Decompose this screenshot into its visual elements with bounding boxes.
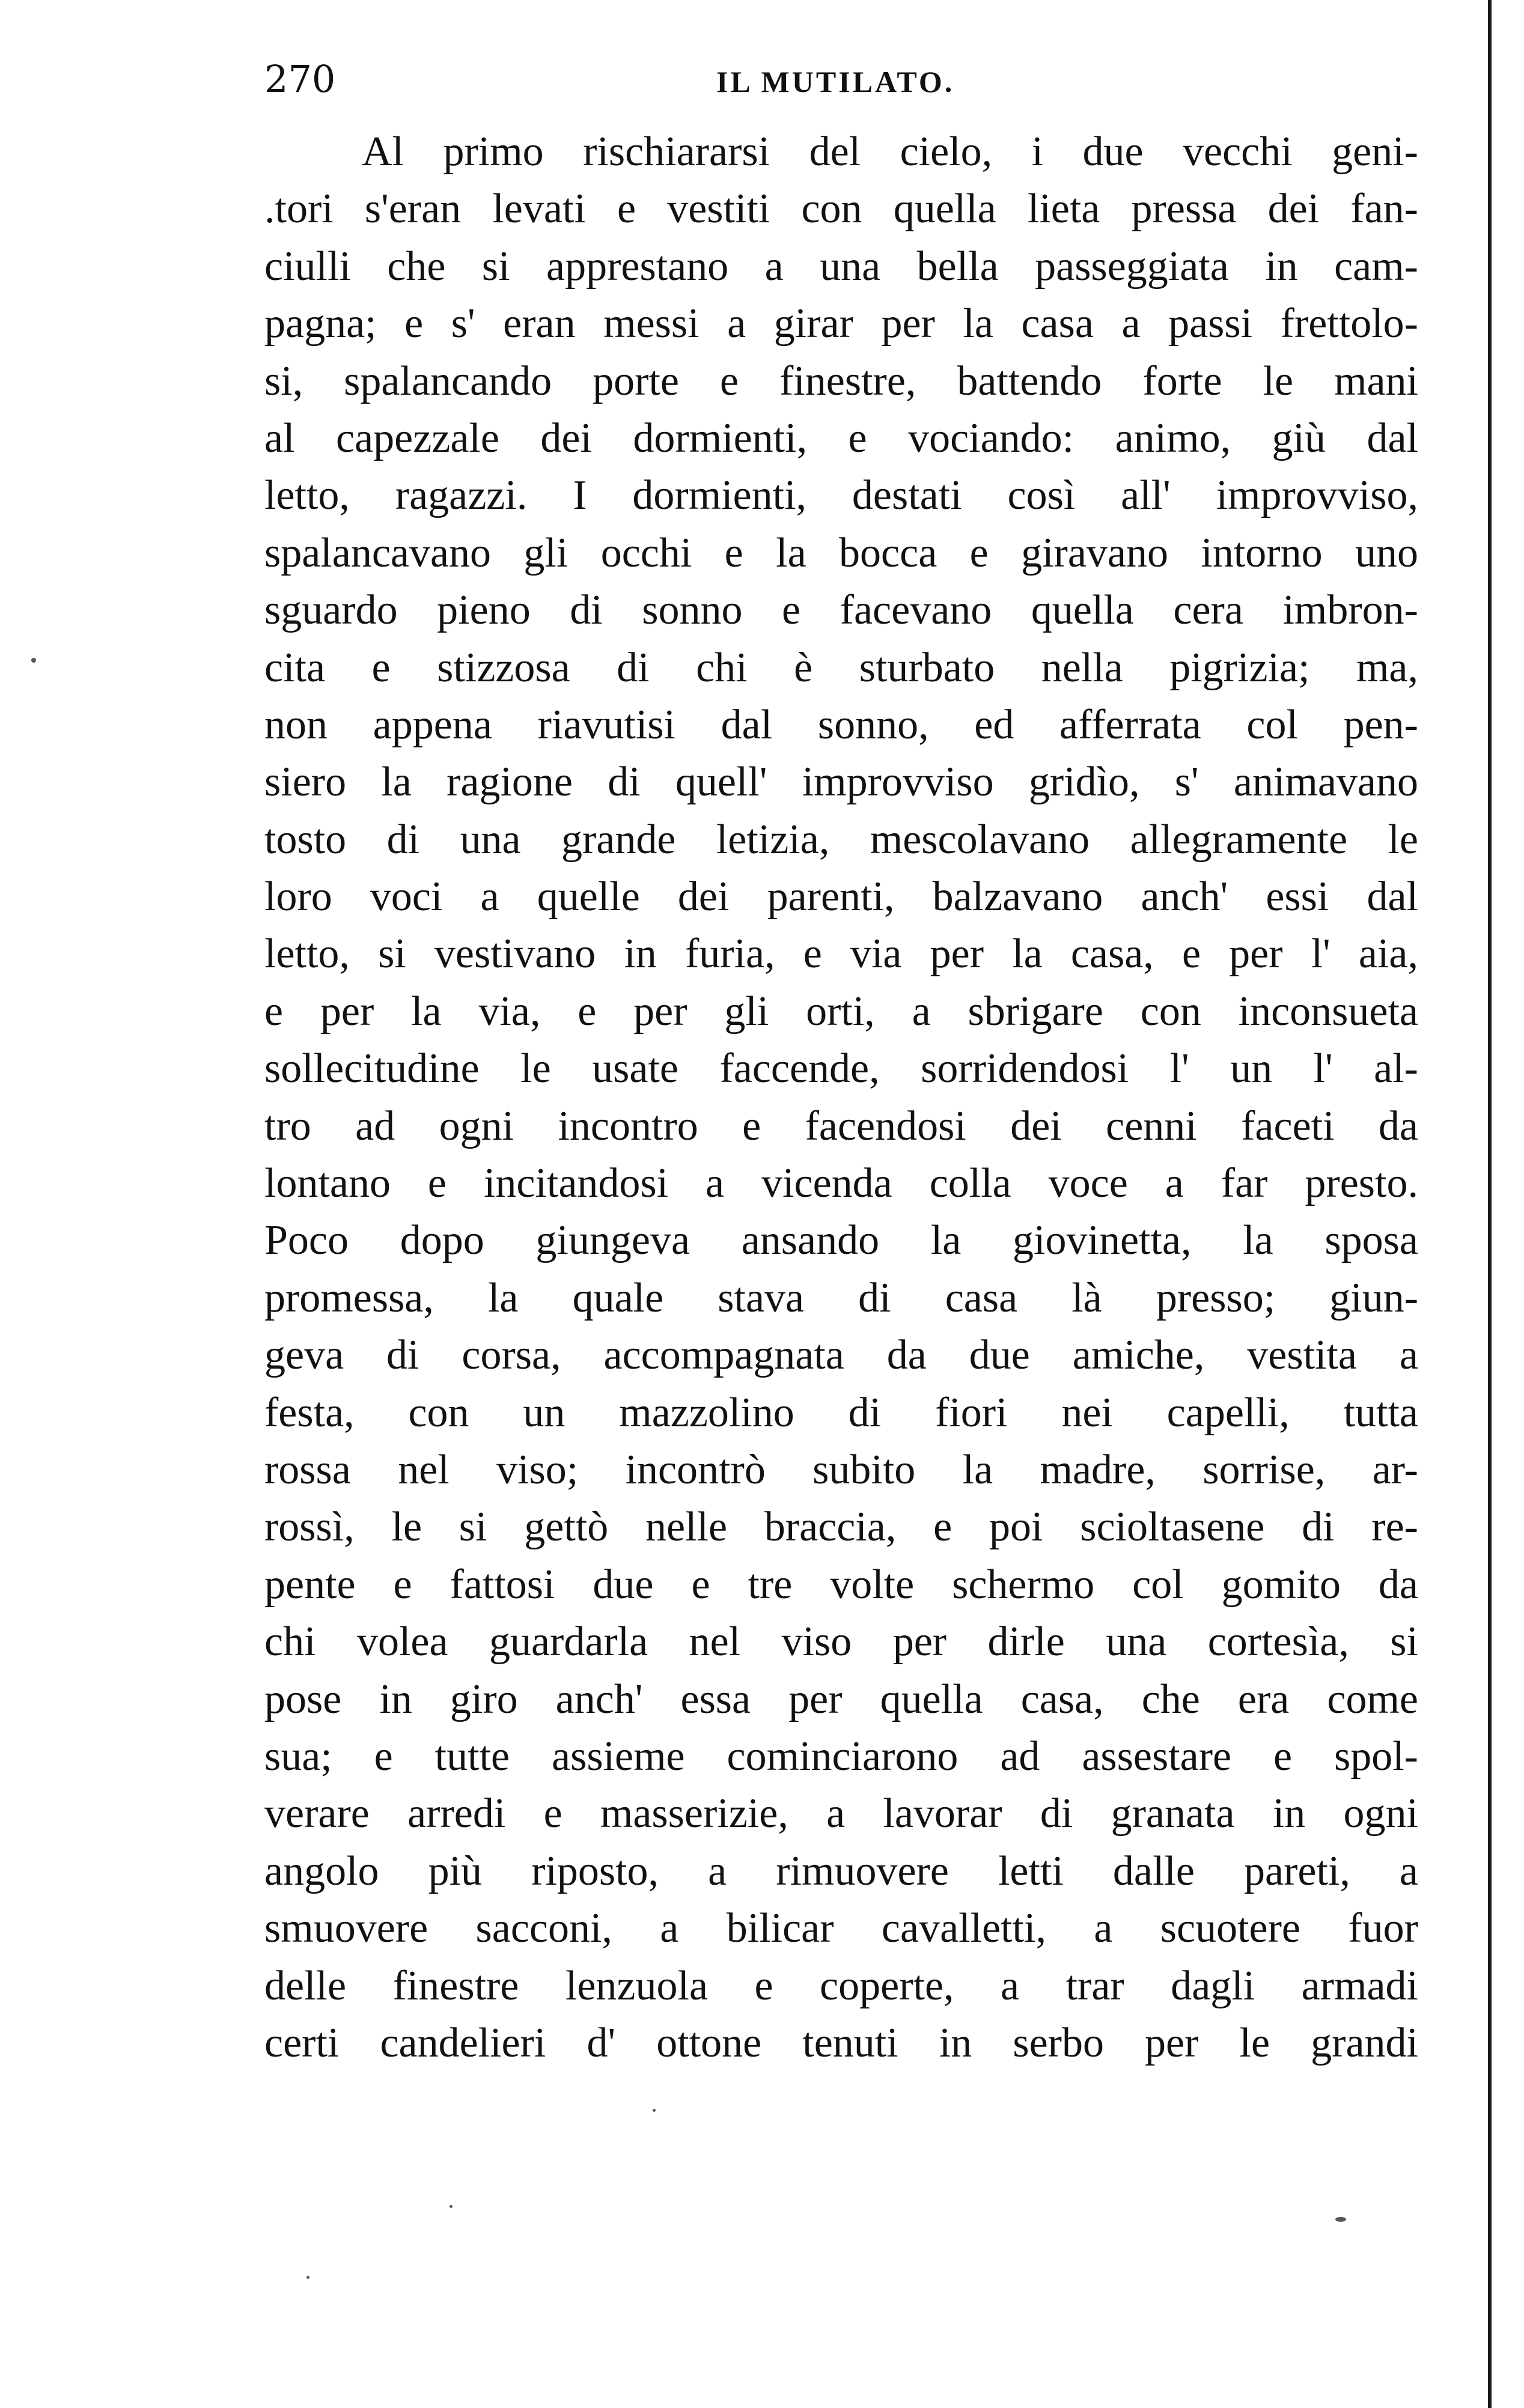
text-line: pente e fattosi due e tre volte schermo col gomito da [264, 1561, 1418, 1608]
text-line: al capezzale dei dormienti, e vociando: animo, giù dal [264, 415, 1418, 461]
text-line: angolo più riposto, a rimuovere letti dalle pareti, a [264, 1847, 1418, 1894]
page-number: 270 [264, 57, 336, 101]
scan-speck [31, 658, 36, 663]
text-line: Al primo rischiararsi del cielo, i due vecchi geni- [362, 129, 1418, 175]
text-line: chi volea guardarla nel viso per dirle una cortesìa, si [264, 1619, 1418, 1665]
text-line: sguardo pieno di sonno e facevano quella cera imbron- [264, 587, 1418, 634]
text-line: promessa, la quale stava di casa là presso; giun- [264, 1274, 1418, 1321]
text-line: rossa nel viso; incontrò subito la madre, sorrise, ar- [264, 1446, 1418, 1493]
page-edge-shadow [1488, 0, 1492, 2408]
text-line: spalancavano gli occhi e la bocca e giravano intorno uno [264, 529, 1418, 576]
scan-speck [306, 2276, 309, 2279]
text-line: tosto di una grande letizia, mescolavano allegramente le [264, 816, 1418, 863]
text-line: siero la ragione di quell' improvviso gridìo, s' animavano [264, 759, 1418, 806]
text-line: lontano e incitandosi a vicenda colla voce a far presto. [264, 1160, 1418, 1207]
text-line: ciulli che si apprestano a una bella passeggiata in cam- [264, 243, 1418, 290]
text-line: smuovere sacconi, a bilicar cavalletti, a scuotere fuor [264, 1905, 1418, 1952]
text-line: Poco dopo giungeva ansando la giovinetta, la sposa [264, 1217, 1418, 1264]
page-header [264, 55, 1442, 103]
text-line: rossì, le si gettò nelle braccia, e poi scioltasene di re- [264, 1504, 1418, 1551]
text-line: verare arredi e masserizie, a lavorar di granata in ogni [264, 1790, 1418, 1837]
text-line: letto, ragazzi. I dormienti, destati così all' improvviso, [264, 472, 1418, 519]
body-text [264, 123, 1418, 2072]
text-line: pose in giro anch' essa per quella casa, che era come [264, 1676, 1418, 1722]
text-line: geva di corsa, accompagnata da due amiche, vestita a [264, 1332, 1418, 1379]
scan-speck [450, 2205, 453, 2208]
scan-speck [1335, 2217, 1346, 2222]
text-line: loro voci a quelle dei parenti, balzavano anch' essi dal [264, 874, 1418, 920]
text-line: non appena riavutisi dal sonno, ed afferrata col pen- [264, 701, 1418, 748]
text-line: cita e stizzosa di chi è sturbato nella pigrizia; ma, [264, 644, 1418, 691]
text-line: .tori s'eran levati e vestiti con quella lieta pressa dei fan- [264, 186, 1418, 233]
text-line: certi candelieri d' ottone tenuti in serbo per le grandi [264, 2019, 1418, 2066]
text-line: letto, si vestivano in furia, e via per la casa, e per l' aia, [264, 931, 1418, 977]
scan-speck [653, 2109, 656, 2112]
text-line: tro ad ogni incontro e facendosi dei cenni faceti da [264, 1102, 1418, 1149]
running-title: IL MUTILATO. [716, 65, 955, 99]
text-line: e per la via, e per gli orti, a sbrigare con inconsueta [264, 988, 1418, 1035]
text-line: festa, con un mazzolino di fiori nei capelli, tutta [264, 1389, 1418, 1436]
text-line: pagna; e s' eran messi a girar per la casa a passi frettolo- [264, 300, 1418, 347]
text-line: sua; e tutte assieme cominciarono ad assestare e spol- [264, 1733, 1418, 1780]
text-line: delle finestre lenzuola e coperte, a trar dagli armadi [264, 1962, 1418, 2009]
text-line: si, spalancando porte e finestre, battendo forte le mani [264, 357, 1418, 404]
text-line: sollecitudine le usate faccende, sorridendosi l' un l' al- [264, 1045, 1418, 1092]
